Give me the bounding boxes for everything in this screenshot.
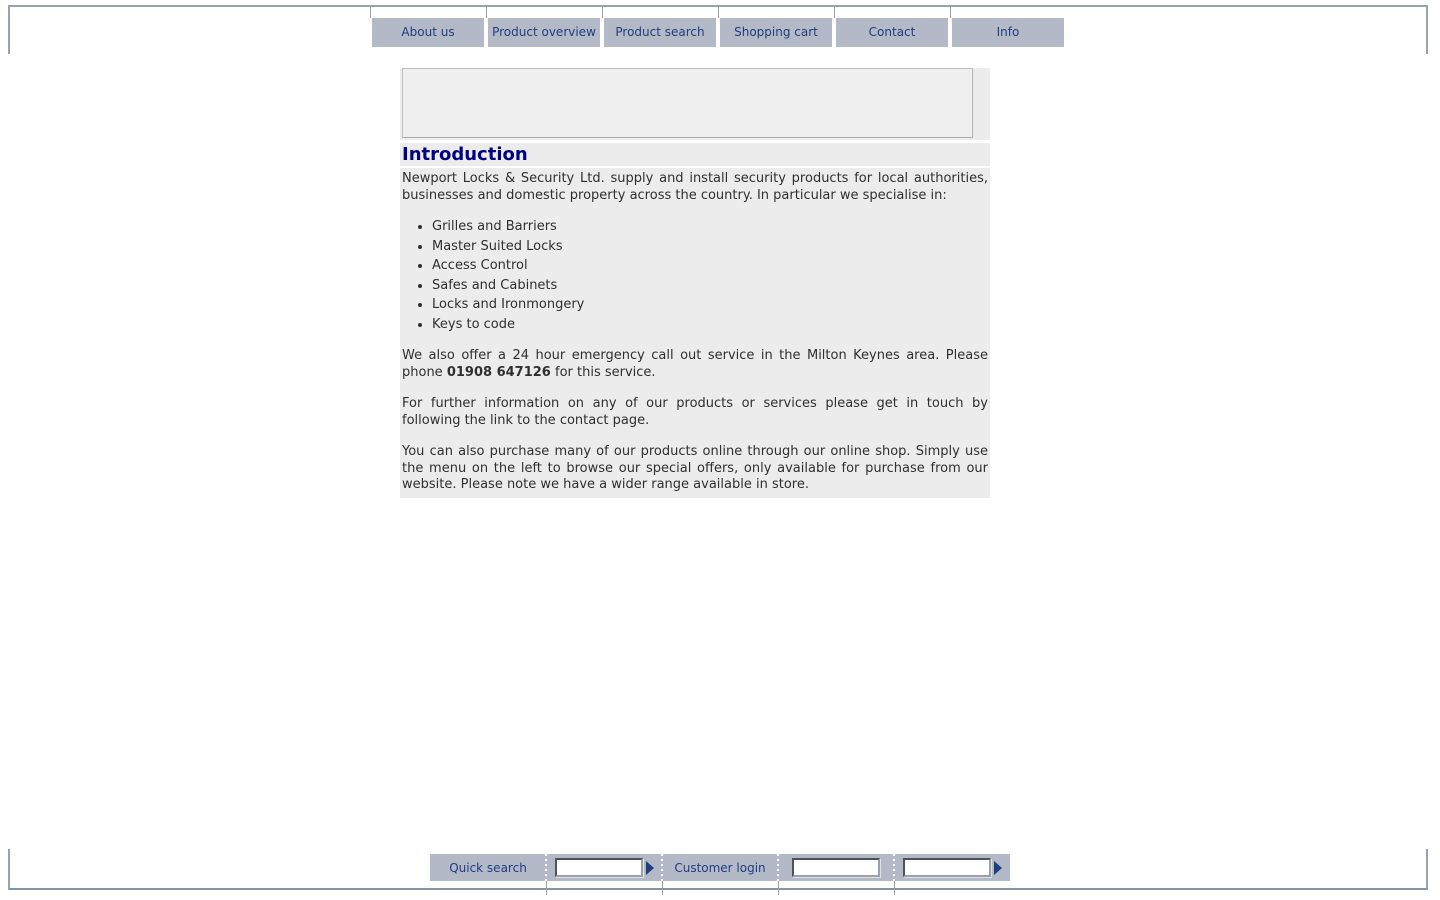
list-item: • Keys to code bbox=[432, 317, 988, 334]
nav-divider bbox=[718, 7, 719, 18]
emergency-text-before: We also offer a 24 hour emergency call out service in the Milton Keynes area. Please phone bbox=[402, 348, 988, 380]
nav-tab-about-us[interactable]: About us bbox=[372, 18, 484, 47]
nav-tab-shopping-cart[interactable]: Shopping cart bbox=[720, 18, 832, 47]
page-title: Introduction bbox=[402, 144, 528, 165]
nav-tab-product-search[interactable]: Product search bbox=[604, 18, 716, 47]
emergency-text-after: for this service. bbox=[550, 364, 656, 380]
login-password-input[interactable] bbox=[903, 858, 991, 877]
footer-separator bbox=[545, 854, 547, 881]
quick-search-input[interactable] bbox=[555, 858, 643, 877]
customer-login-cell bbox=[662, 854, 778, 881]
footer-separator bbox=[661, 854, 663, 881]
footer-divider bbox=[662, 881, 663, 895]
login-username-input[interactable] bbox=[792, 858, 880, 877]
nav-divider bbox=[370, 7, 371, 18]
nav-tab-product-overview[interactable]: Product overview bbox=[488, 18, 600, 47]
phone-number: 01908 647126 bbox=[446, 364, 551, 380]
footer-divider bbox=[546, 881, 547, 895]
list-item: • Safes and Cabinets bbox=[432, 278, 988, 295]
list-item: • Access Control bbox=[432, 258, 988, 275]
nav-tab-info[interactable]: Info bbox=[952, 18, 1064, 47]
login-submit-button[interactable] bbox=[994, 861, 1002, 875]
right-arrow-icon bbox=[994, 861, 1002, 875]
banner-placeholder bbox=[402, 68, 973, 138]
nav-divider bbox=[834, 7, 835, 18]
online-shop-paragraph: You can also purchase many of our products online through our online shop. Simply use the menu on the left to browse our special offers, only available for purchase from our website. Please note we have a wider range available in store. bbox=[402, 444, 988, 492]
right-arrow-icon bbox=[646, 861, 654, 875]
specialties-list bbox=[402, 219, 988, 333]
list-item: • Grilles and Barriers bbox=[432, 219, 988, 236]
page-body bbox=[400, 168, 990, 498]
footer-divider bbox=[894, 881, 895, 895]
login-username-cell bbox=[778, 854, 894, 881]
list-item: • Locks and Ironmongery bbox=[432, 297, 988, 314]
login-password-cell bbox=[894, 854, 1010, 881]
intro-paragraph: Newport Locks & Security Ltd. supply and install security products for local authorities, businesses and domestic property across the country. In particular we specialise in: bbox=[402, 171, 988, 203]
nav-divider bbox=[486, 7, 487, 18]
heading-row bbox=[400, 143, 990, 166]
quick-search-input-cell bbox=[546, 854, 662, 881]
quick-search-cell bbox=[430, 854, 546, 881]
footer-separator bbox=[777, 854, 779, 881]
list-item: • Master Suited Locks bbox=[432, 239, 988, 256]
banner-row bbox=[400, 68, 990, 140]
footer-bar bbox=[430, 854, 1010, 881]
emergency-paragraph bbox=[402, 348, 988, 381]
quick-search-label: Quick search bbox=[449, 860, 527, 875]
nav-tab-contact[interactable]: Contact bbox=[836, 18, 948, 47]
further-info-paragraph: For further information on any of our products or services please get in touch by following the link to the contact page. bbox=[402, 396, 988, 428]
nav-divider bbox=[950, 7, 951, 18]
nav-divider bbox=[602, 7, 603, 18]
content-column bbox=[400, 68, 990, 498]
quick-search-submit-button[interactable] bbox=[646, 861, 654, 875]
customer-login-label: Customer login bbox=[674, 860, 766, 875]
footer-divider bbox=[778, 881, 779, 895]
footer-separator bbox=[893, 854, 895, 881]
